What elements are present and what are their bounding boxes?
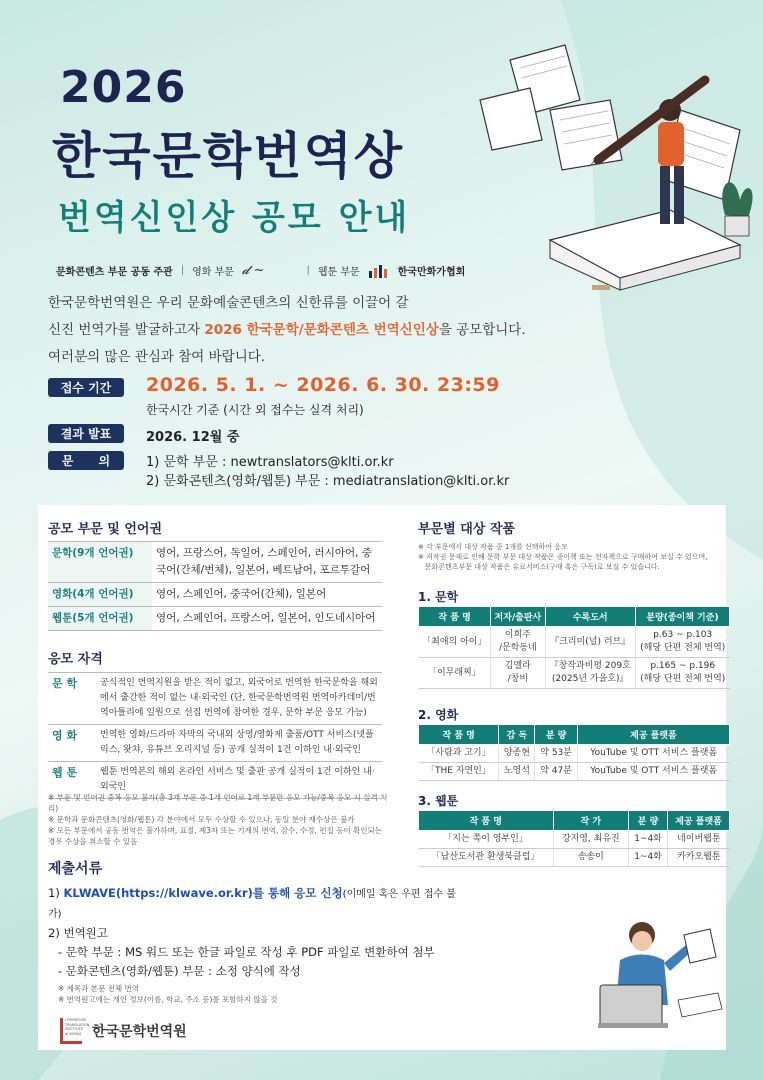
intro-line-2-post: 을 공모합니다. xyxy=(438,322,526,338)
film-cell: 「THE 자연인」 xyxy=(419,763,499,781)
co-host-row xyxy=(56,263,465,278)
webtoon-heading: 3. 웹툰 xyxy=(418,794,459,808)
submission-item-2a: - 문학 부문 : MS 워드 또는 한글 파일로 작성 후 PDF 파일로 변환하여 첨부 xyxy=(58,945,435,959)
lit-cell: 김멜라 /창비 xyxy=(491,658,545,689)
webtoon-cell: 카카오웹툰 xyxy=(668,849,730,867)
table-header-row xyxy=(419,725,730,745)
lit-cell: 「최애의 아이」 xyxy=(419,627,491,658)
film-partner-signature: 𝓭 ~ xyxy=(241,263,265,278)
intro-line-2-pre: 신진 번역가를 발굴하고자 xyxy=(48,322,205,338)
divider: | xyxy=(306,265,310,276)
contact-2: 2) 문화콘텐츠(영화/웹툰) 부문 : mediatranslation@klti.or.kr xyxy=(146,474,510,489)
lit-cell: 『창작과비평 209호 (2025년 가을호)』 xyxy=(545,658,635,689)
category-name: 영화(4개 언어권) xyxy=(48,583,152,607)
webtoon-col: 작 품 명 xyxy=(419,811,554,831)
eligibility-name: 웹 툰 xyxy=(48,762,96,799)
year-title: 2026 xyxy=(60,62,187,113)
subtitle: 번역신인상 공모 안내 xyxy=(58,198,411,238)
category-langs: 영어, 스페인어, 프랑스어, 일본어, 인도네시아어 xyxy=(152,607,382,631)
film-table xyxy=(418,724,730,781)
klwave-link[interactable]: KLWAVE(https://klwave.or.kr)를 통해 응모 신청 xyxy=(63,886,343,900)
lit-table xyxy=(418,606,730,689)
table-header-row xyxy=(419,607,730,627)
eligibility-text: 공식적인 번역지원을 받은 적이 없고, 외국어로 번역한 한국문학을 해외에서 출간한 적이 없는 내·외국인 (단, 한국문학번역원 번역아카데미/번역아틀리에 일원으로 선집 번역에 참여한 경우, 문학 부문 응모 가능) xyxy=(96,673,382,725)
film-cell: YouTube 및 OTT 서비스 플랫폼 xyxy=(577,745,729,763)
webtoon-col: 작 가 xyxy=(553,811,628,831)
table-row xyxy=(419,658,730,689)
table-row xyxy=(419,849,730,867)
lit-heading: 1. 문학 xyxy=(418,590,459,604)
works-heading: 부문별 대상 작품 xyxy=(418,522,515,537)
webtoon-cell: 네이버웹툰 xyxy=(668,831,730,849)
lit-col: 작 품 명 xyxy=(419,607,491,627)
film-label: 영화 부문 xyxy=(192,267,234,278)
film-cell: YouTube 및 OTT 서비스 플랫폼 xyxy=(577,763,729,781)
eligibility-note: ※ 모든 부문에서 공동 번역은 불가하며, 표절, 제3자 또는 기계의 번역, 감수, 수정, 편집 등이 확인되는 경우 수상을 취소할 수 있음 xyxy=(48,826,383,846)
works-note: 문화콘텐츠부문 대상 작품은 유료서비스(구매 혹은 구독)로 보실 수 있습니다. xyxy=(418,563,660,571)
submission-note-2: ※ 번역원고에는 개인 정보(이름, 학교, 주소 등)를 포함하지 않을 것 xyxy=(58,995,278,1004)
lit-cell: 「이무래찌」 xyxy=(419,658,491,689)
works-note: ※ 저작권 문제로 인해 문학 부문 대상 작품은 종이책 또는 전자책으로 구매하여 보실 수 있으며, xyxy=(418,553,708,561)
webtoon-cell: 1~4화 xyxy=(628,849,667,867)
eligibility-notes xyxy=(48,792,388,847)
table-row xyxy=(48,607,382,631)
cartoonists-association-logo-icon xyxy=(368,264,390,278)
webtoon-cell: 「지는 쪽이 영부인」 xyxy=(419,831,554,849)
co-host-label: 문화콘텐츠 부문 공동 주관 xyxy=(56,267,173,278)
film-cell: 약 53분 xyxy=(535,745,578,763)
webtoon-col: 분 량 xyxy=(628,811,667,831)
table-row xyxy=(419,831,730,849)
footer-org-name: 한국문학번역원 xyxy=(92,1024,187,1040)
category-name: 문학(9개 언어권) xyxy=(48,542,152,583)
table-row xyxy=(419,745,730,763)
works-note: ※ 각 부문에서 대상 작품 중 1개를 선택하여 응모 xyxy=(418,543,568,551)
webtoon-cell: 1~4화 xyxy=(628,831,667,849)
film-col: 분 량 xyxy=(535,725,578,745)
lit-col: 분량(종이책 기준) xyxy=(635,607,729,627)
film-cell: 「사람과 고기」 xyxy=(419,745,499,763)
lit-cell: 『크리미(널) 러브』 xyxy=(545,627,635,658)
submission-item-2b: - 문화콘텐츠(영화/웹툰) 부문 : 소정 양식에 작성 xyxy=(58,964,301,978)
intro-line-3: 여러분의 많은 관심과 참여 바랍니다. xyxy=(48,349,266,365)
webtoon-cell: 송송이 xyxy=(553,849,628,867)
footer-logo xyxy=(60,1018,187,1044)
table-row xyxy=(48,542,382,583)
eligibility-table xyxy=(48,672,382,799)
intro-line-1: 한국문학번역원은 우리 문화예술콘텐츠의 신한류를 이끌어 갈 xyxy=(48,295,409,311)
klti-logo-icon: LITERATURE TRANSLATION INSTITUTE of KOREA xyxy=(60,1018,82,1044)
period-label: 접수 기간 xyxy=(48,378,124,397)
category-name: 웹툰(5개 언어권) xyxy=(48,607,152,631)
lit-cell: 이희주 /문학동네 xyxy=(491,627,545,658)
contact-1: 1) 문학 부문 : newtranslators@klti.or.kr xyxy=(146,455,394,470)
submission-item-1-post: (이메일 혹은 우편 접수 불가) xyxy=(48,889,456,920)
table-row xyxy=(48,725,382,762)
lit-cell: p.63 ~ p.103 (해당 단편 전체 번역) xyxy=(635,627,729,658)
webtoon-partner: 한국만화가협회 xyxy=(397,267,466,278)
webtoon-label: 웹툰 부문 xyxy=(317,267,360,278)
eligibility-note: ※ 문학과 문화콘텐츠(영화/웹툰) 각 분야에서 모두 수상할 수 있으나, 동일 분야 재수상은 불가 xyxy=(48,815,355,824)
eligibility-note: ※ 부문 및 언어권 중복 응모 불가(총 3개 부문 중 1개 언어로 1개 부문만 응모 가능/중복 응모 시 실격 처리) xyxy=(48,793,388,813)
lit-col: 저자/출판사 xyxy=(491,607,545,627)
result-value: 2026. 12월 중 xyxy=(146,430,240,445)
submission-item-2: 2) 번역원고 xyxy=(48,926,108,940)
illustration-laptop-icon xyxy=(590,905,730,1035)
film-col: 제공 플랫폼 xyxy=(577,725,729,745)
submission-item-1-pre: 1) xyxy=(48,886,64,900)
submission-list xyxy=(48,884,468,1005)
lit-cell: p.165 ~ p.196 (해당 단편 전체 번역) xyxy=(635,658,729,689)
divider: | xyxy=(180,265,185,276)
result-label: 결과 발표 xyxy=(48,424,124,443)
film-cell: 약 47분 xyxy=(535,763,578,781)
submission-heading: 제출서류 xyxy=(48,861,103,877)
film-col: 작 품 명 xyxy=(419,725,499,745)
lit-col: 수록도서 xyxy=(545,607,635,627)
eligibility-name: 영 화 xyxy=(48,725,96,762)
eligibility-text: 번역한 영화/드라마 자막의 국내외 상영/영화제 출품/OTT 서비스(넷플릭스, 왓챠, 유튜브 오리지널 등) 공개 실적이 1건 이하인 내·외국인 xyxy=(96,725,382,762)
categories-table xyxy=(48,541,382,631)
eligibility-text: 웹툰 번역본의 해외 온라인 서비스 및 출판 공개 실적이 1건 이하인 내·외국인 xyxy=(96,762,382,799)
main-title: 한국문학번역상 xyxy=(52,127,405,185)
intro-paragraph xyxy=(48,290,526,371)
webtoon-col: 제공 플랫폼 xyxy=(668,811,730,831)
works-notes xyxy=(418,542,718,572)
table-row xyxy=(48,673,382,725)
illustration-writer-icon xyxy=(470,40,760,290)
submission-note-1: ※ 제목과 본문 전체 번역 xyxy=(58,984,140,993)
period-note: 한국시간 기준 (시간 외 접수는 실격 처리) xyxy=(146,403,364,417)
table-row xyxy=(419,627,730,658)
intro-highlight: 2026 한국문학/문화콘텐츠 번역신인상 xyxy=(204,322,439,338)
intro-line-2 xyxy=(48,317,526,344)
eligibility-name: 문 학 xyxy=(48,673,96,725)
film-col: 감 독 xyxy=(499,725,535,745)
webtoon-cell: 「남산도서관 환생북클럽」 xyxy=(419,849,554,867)
webtoon-cell: 강지영, 최유진 xyxy=(553,831,628,849)
table-row xyxy=(48,583,382,607)
contact-label: 문 의 xyxy=(48,451,124,470)
film-cell: 노영석 xyxy=(499,763,535,781)
categories-heading: 공모 부문 및 언어권 xyxy=(48,522,163,537)
webtoon-table xyxy=(418,810,730,867)
category-langs: 영어, 프랑스어, 독일어, 스페인어, 러시아어, 중국어(간체/번체), 일본어, 베트남어, 포르투갈어 xyxy=(152,542,382,583)
table-row xyxy=(419,763,730,781)
film-heading: 2. 영화 xyxy=(418,708,459,722)
eligibility-heading: 응모 자격 xyxy=(48,652,103,667)
submission-item-1 xyxy=(48,884,468,924)
period-value: 2026. 5. 1. ~ 2026. 6. 30. 23:59 xyxy=(146,374,500,396)
table-header-row xyxy=(419,811,730,831)
film-cell: 양종현 xyxy=(499,745,535,763)
category-langs: 영어, 스페인어, 중국어(간체), 일본어 xyxy=(152,583,382,607)
